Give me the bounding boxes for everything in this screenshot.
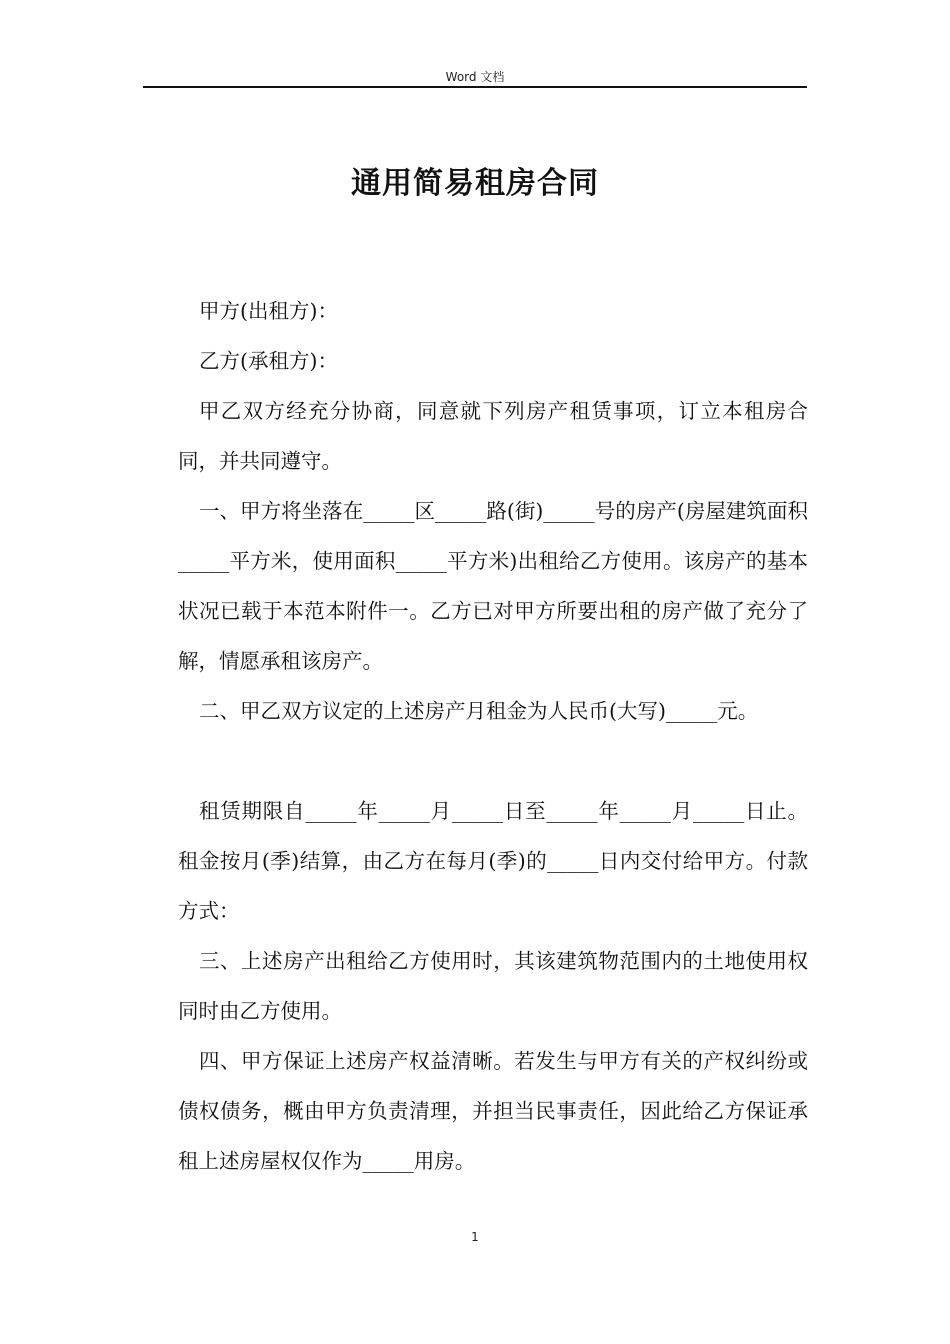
page-number: 1 xyxy=(471,1230,479,1244)
paragraph-clause-3: 三、上述房产出租给乙方使用时，其该建筑物范围内的土地使用权同时由乙方使用。 xyxy=(178,949,808,1023)
paragraph-clause-1: 一、甲方将坐落在_____区_____路(街)_____号的房产(房屋建筑面积_____平方米，使用面积_____平方米)出租给乙方使用。该房产的基本状况已载于本范本附件一。乙方已对甲方所要出租的房产做了充分了解，情愿承租该房产。 xyxy=(178,499,808,673)
paragraph-clause-2: 二、甲乙双方议定的上述房产月租金为人民币(大写)_____元。 xyxy=(199,699,759,723)
paragraph-party-b: 乙方(承租方)： xyxy=(199,349,338,373)
document-body xyxy=(178,286,808,1186)
page-header: Word 文档 xyxy=(445,70,505,84)
paragraph-intro: 甲乙双方经充分协商，同意就下列房产租赁事项，订立本租房合同，并共同遵守。 xyxy=(178,399,808,473)
header-divider xyxy=(143,86,807,88)
document-title: 通用简易租房合同 xyxy=(351,166,599,201)
paragraph-party-a: 甲方(出租方)： xyxy=(199,299,338,323)
paragraph-lease-term: 租赁期限自_____年_____月_____日至_____年_____月_____日止。租金按月(季)结算，由乙方在每月(季)的_____日内交付给甲方。付款方式： xyxy=(178,799,808,923)
paragraph-gap xyxy=(178,736,808,786)
paragraph-clause-4: 四、甲方保证上述房产权益清晰。若发生与甲方有关的产权纠纷或债权债务，概由甲方负责清理，并担当民事责任，因此给乙方保证承租上述房屋权仅作为_____用房。 xyxy=(178,1049,808,1173)
